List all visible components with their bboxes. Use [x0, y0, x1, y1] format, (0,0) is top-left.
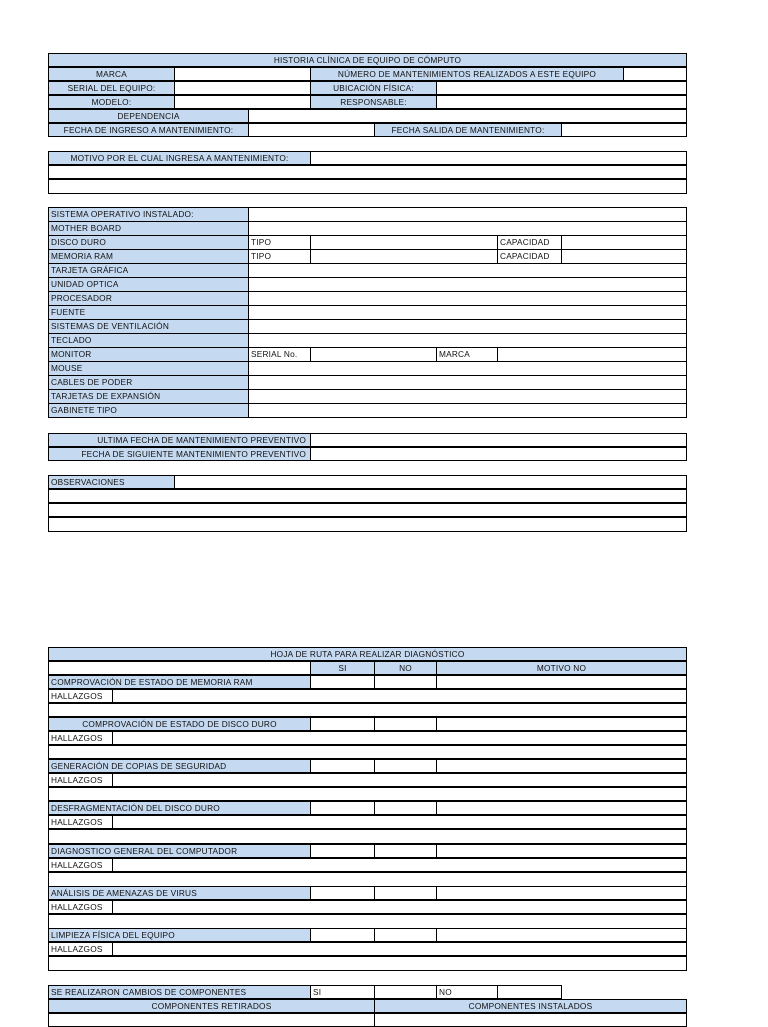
hallazgos-line[interactable]: [48, 956, 687, 971]
observaciones-field[interactable]: [174, 475, 687, 489]
diag-item-label: COMPROVACIÓN DE ESTADO DE MEMORIA RAM: [48, 675, 311, 689]
diag-motivo-cell[interactable]: [436, 844, 687, 858]
serial-field[interactable]: [174, 81, 311, 95]
hw-row-field[interactable]: [248, 403, 687, 418]
hw-row-label: TARJETA GRÁFICA: [48, 263, 249, 278]
diag-si-cell[interactable]: [310, 844, 375, 858]
motivo-line[interactable]: [48, 179, 687, 194]
ubicacion-field[interactable]: [436, 81, 687, 95]
observaciones-line[interactable]: [48, 489, 687, 503]
ram-tipo-label: TIPO: [248, 249, 311, 264]
diag-item-label: DESFRAGMENTACIÓN DEL DISCO DURO: [48, 801, 311, 815]
diag-header-blank: [48, 661, 311, 675]
componentes-retirados-field[interactable]: [48, 1013, 375, 1027]
hw-row-label: UNIDAD OPTICA: [48, 277, 249, 292]
num-mantenimientos-field[interactable]: [623, 67, 687, 81]
hallazgos-field[interactable]: [112, 942, 687, 956]
diag-no-cell[interactable]: [374, 717, 437, 731]
siguiente-fecha-label: FECHA DE SIGUIENTE MANTENIMIENTO PREVENTIVO: [48, 447, 311, 461]
componentes-retirados-header: COMPONENTES RETIRADOS: [48, 999, 375, 1013]
modelo-field[interactable]: [174, 95, 311, 109]
diag-no-cell[interactable]: [374, 886, 437, 900]
hw-row-label: TECLADO: [48, 333, 249, 348]
diag-no-cell[interactable]: [374, 844, 437, 858]
diag-si-cell[interactable]: [310, 801, 375, 815]
hallazgos-label: HALLAZGOS: [48, 858, 113, 872]
hw-row-field[interactable]: [248, 319, 687, 334]
hallazgos-line[interactable]: [48, 872, 687, 887]
hallazgos-field[interactable]: [112, 731, 687, 745]
hallazgos-field[interactable]: [112, 773, 687, 787]
fecha-ingreso-field[interactable]: [248, 123, 375, 137]
diag-motivo-cell[interactable]: [436, 801, 687, 815]
ubicacion-label: UBICACIÓN FÍSICA:: [310, 81, 437, 95]
ultima-fecha-field[interactable]: [310, 433, 687, 447]
monitor-marca-label: MARCA: [436, 347, 498, 362]
componentes-instalados-header: COMPONENTES INSTALADOS: [374, 999, 687, 1013]
hw-row-field[interactable]: [248, 333, 687, 348]
hw-row-field[interactable]: [248, 221, 687, 236]
diag-no-cell[interactable]: [374, 801, 437, 815]
hw-row-label: PROCESADOR: [48, 291, 249, 306]
hw-row-field[interactable]: [248, 263, 687, 278]
hw-row-field[interactable]: [248, 389, 687, 404]
motivo-label: MOTIVO POR EL CUAL INGRESA A MANTENIMIENTO:: [48, 151, 311, 165]
observaciones-label: OBSERVACIONES: [48, 475, 175, 489]
disco-capacidad-label: CAPACIDAD: [497, 235, 562, 250]
historia-title: HISTORIA CLÍNICA DE EQUIPO DE CÓMPUTO: [48, 53, 687, 67]
observaciones-line[interactable]: [48, 503, 687, 517]
hw-row-field[interactable]: [248, 277, 687, 292]
siguiente-fecha-field[interactable]: [310, 447, 687, 461]
hw-row-label: DISCO DURO: [48, 235, 249, 250]
hw-row-label: MEMORIA RAM: [48, 249, 249, 264]
monitor-marca-field[interactable]: [497, 347, 687, 362]
diag-motivo-no-header: MOTIVO NO: [436, 661, 687, 675]
hw-row-label: SISTEMAS DE VENTILACIÓN: [48, 319, 249, 334]
hw-row-label: MOUSE: [48, 361, 249, 376]
responsable-field[interactable]: [436, 95, 687, 109]
diag-si-header: SI: [310, 661, 375, 675]
cambios-no[interactable]: NO: [436, 985, 498, 999]
ram-tipo-field[interactable]: [310, 249, 498, 264]
fecha-salida-label: FECHA SALIDA DE MANTENIMIENTO:: [374, 123, 562, 137]
hallazgos-label: HALLAZGOS: [48, 689, 113, 703]
hallazgos-field[interactable]: [112, 900, 687, 914]
diag-motivo-cell[interactable]: [436, 717, 687, 731]
disco-tipo-label: TIPO: [248, 235, 311, 250]
hw-row-label: MOTHER BOARD: [48, 221, 249, 236]
cambios-label: SE REALIZARON CAMBIOS DE COMPONENTES: [48, 985, 311, 999]
hallazgos-label: HALLAZGOS: [48, 942, 113, 956]
monitor-serial-field[interactable]: [310, 347, 437, 362]
ram-capacidad-label: CAPACIDAD: [497, 249, 562, 264]
hw-row-label: GABINETE TIPO: [48, 403, 249, 418]
diag-motivo-cell[interactable]: [436, 928, 687, 942]
dependencia-field[interactable]: [248, 109, 687, 123]
diag-motivo-cell[interactable]: [436, 886, 687, 900]
hallazgos-line[interactable]: [48, 703, 687, 717]
motivo-field[interactable]: [310, 151, 687, 165]
hallazgos-line[interactable]: [48, 745, 687, 759]
cambios-si-field[interactable]: [374, 985, 437, 999]
ram-capacidad-field[interactable]: [561, 249, 687, 264]
hallazgos-line[interactable]: [48, 829, 687, 844]
hallazgos-line[interactable]: [48, 914, 687, 929]
fecha-salida-field[interactable]: [561, 123, 687, 137]
hallazgos-label: HALLAZGOS: [48, 815, 113, 829]
motivo-line[interactable]: [48, 165, 687, 179]
hw-row-field[interactable]: [248, 361, 687, 376]
diag-si-cell[interactable]: [310, 717, 375, 731]
diag-no-cell[interactable]: [374, 759, 437, 773]
hw-row-label: MONITOR: [48, 347, 249, 362]
diag-no-header: NO: [374, 661, 437, 675]
hw-row-field[interactable]: [248, 375, 687, 390]
diagnostico-title: HOJA DE RUTA PARA REALIZAR DIAGNÓSTICO: [48, 647, 687, 661]
cambios-si[interactable]: SI: [310, 985, 375, 999]
hallazgos-label: HALLAZGOS: [48, 900, 113, 914]
diag-si-cell[interactable]: [310, 928, 375, 942]
modelo-label: MODELO:: [48, 95, 175, 109]
diag-item-label: LIMPIEZA FÍSICA DEL EQUIPO: [48, 928, 311, 942]
diag-si-cell[interactable]: [310, 886, 375, 900]
observaciones-line[interactable]: [48, 517, 687, 532]
hallazgos-line[interactable]: [48, 787, 687, 801]
diag-si-cell[interactable]: [310, 675, 375, 689]
hallazgos-label: HALLAZGOS: [48, 731, 113, 745]
ultima-fecha-label: ULTIMA FECHA DE MANTENIMIENTO PREVENTIVO: [48, 433, 311, 447]
monitor-serial-label: SERIAL No.: [248, 347, 311, 362]
hallazgos-field[interactable]: [112, 815, 687, 829]
hw-row-label: TARJETAS DE EXPANSIÓN: [48, 389, 249, 404]
fecha-ingreso-label: FECHA DE INGRESO A MANTENIMIENTO:: [48, 123, 249, 137]
dependencia-label: DEPENDENCIA: [48, 109, 249, 123]
disco-tipo-field[interactable]: [310, 235, 498, 250]
hw-row-field[interactable]: [248, 291, 687, 306]
hw-row-label: CABLES DE PODER: [48, 375, 249, 390]
hw-row-field[interactable]: [248, 305, 687, 320]
diag-item-label: ANÁLISIS DE AMENAZAS DE VIRUS: [48, 886, 311, 900]
hallazgos-field[interactable]: [112, 689, 687, 703]
marca-label: MARCA: [48, 67, 175, 81]
marca-field[interactable]: [174, 67, 311, 81]
disco-capacidad-field[interactable]: [561, 235, 687, 250]
diag-motivo-cell[interactable]: [436, 675, 687, 689]
responsable-label: RESPONSABLE:: [310, 95, 437, 109]
cambios-no-field[interactable]: [497, 985, 562, 999]
hw-row-field[interactable]: [248, 207, 687, 222]
hw-row-label: FUENTE: [48, 305, 249, 320]
hallazgos-label: HALLAZGOS: [48, 773, 113, 787]
diag-no-cell[interactable]: [374, 928, 437, 942]
diag-item-label: GENERACIÓN DE COPIAS DE SEGURIDAD: [48, 759, 311, 773]
hallazgos-field[interactable]: [112, 858, 687, 872]
diag-item-label: COMPROVACIÓN DE ESTADO DE DISCO DURO: [48, 717, 311, 731]
diag-no-cell[interactable]: [374, 675, 437, 689]
diag-motivo-cell[interactable]: [436, 759, 687, 773]
hw-row-label: SISTEMA OPERATIVO INSTALADO:: [48, 207, 249, 222]
serial-label: SERIAL DEL EQUIPO:: [48, 81, 175, 95]
num-mantenimientos-label: NÚMERO DE MANTENIMIENTOS REALIZADOS A ESTE EQUIPO: [310, 67, 624, 81]
componentes-instalados-field[interactable]: [374, 1013, 687, 1027]
diag-si-cell[interactable]: [310, 759, 375, 773]
diag-item-label: DIAGNOSTICO GENERAL DEL COMPUTADOR: [48, 844, 311, 858]
